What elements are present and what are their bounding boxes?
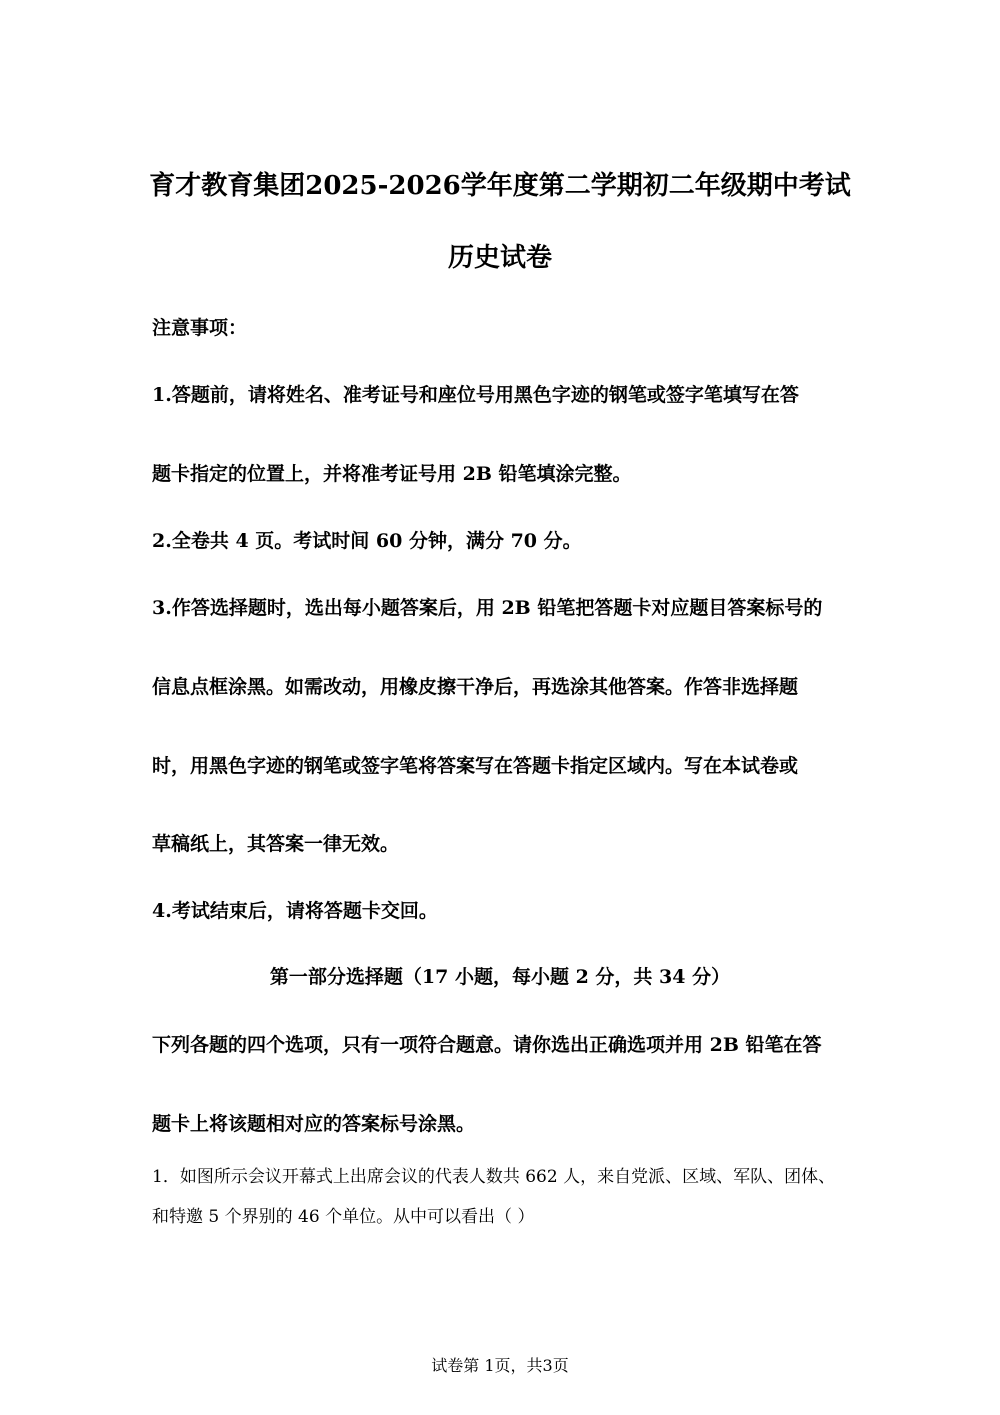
exam-subject-title: 历史试卷 <box>447 243 552 273</box>
notice-line: 1.答题前，请将姓名、准考证号和座位号用黑色字迹的钢笔或签字笔填写在答 <box>152 384 799 406</box>
exam-title: 育才教育集团2025-2026学年度第二学期初二年级期中考试 <box>149 171 851 201</box>
section-heading: 第一部分选择题（17 小题，每小题 2 分，共 34 分） <box>269 966 731 988</box>
notice-line: 草稿纸上，其答案一律无效。 <box>152 833 400 855</box>
notice-line: 3.作答选择题时，选出每小题答案后，用 2B 铅笔把答题卡对应题目答案标号的 <box>152 597 823 619</box>
notice-heading: 注意事项： <box>152 317 248 339</box>
section-instruction: 下列各题的四个选项，只有一项符合题意。请你选出正确选项并用 2B 铅笔在答 <box>152 1034 822 1056</box>
notice-line: 2.全卷共 4 页。考试时间 60 分钟，满分 70 分。 <box>152 530 582 552</box>
notice-line: 信息点框涂黑。如需改动，用橡皮擦干净后，再选涂其他答案。作答非选择题 <box>152 676 799 698</box>
question-text: 和特邀 5 个界别的 46 个单位。从中可以看出（ ） <box>152 1207 535 1227</box>
notice-line: 4.考试结束后，请将答题卡交回。 <box>152 900 438 922</box>
notice-line: 时，用黑色字迹的钢笔或签字笔将答案写在答题卡指定区域内。写在本试卷或 <box>152 755 799 777</box>
question-text: 1．如图所示会议开幕式上出席会议的代表人数共 662 人，来自党派、区域、军队、团体、 <box>152 1167 836 1187</box>
page-footer: 试卷第 1页，共3页 <box>431 1356 569 1375</box>
notice-line: 题卡指定的位置上，并将准考证号用 2B 铅笔填涂完整。 <box>152 463 632 485</box>
section-instruction: 题卡上将该题相对应的答案标号涂黑。 <box>152 1113 476 1135</box>
